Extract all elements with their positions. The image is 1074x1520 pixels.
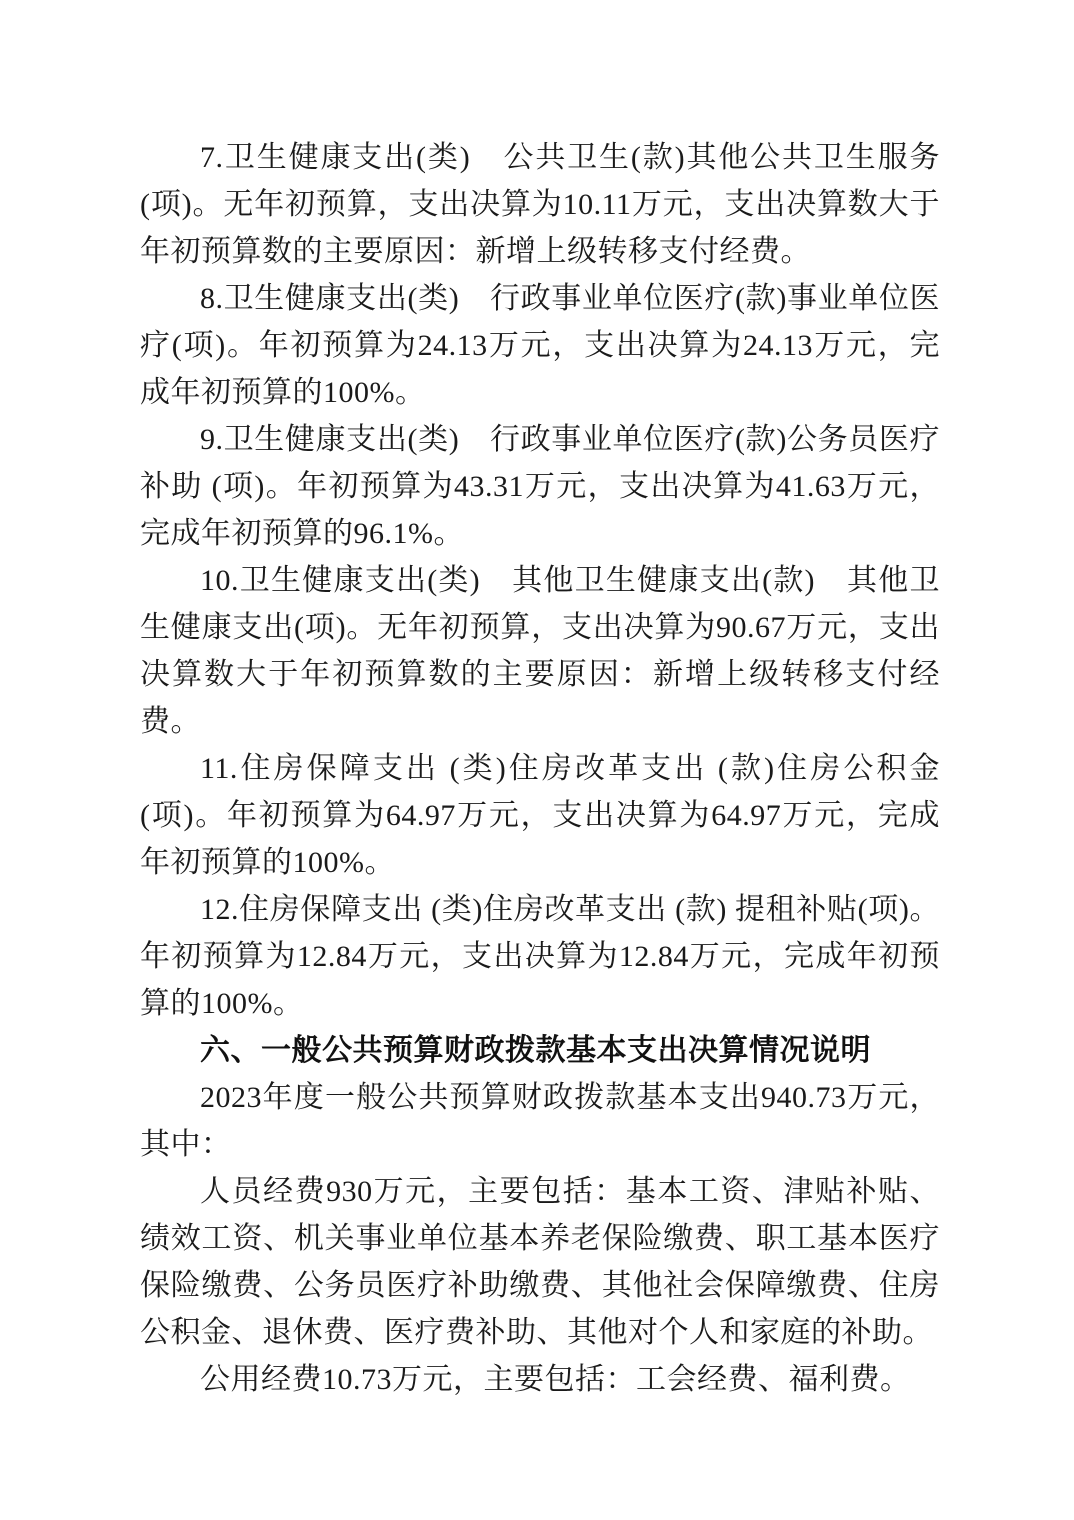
document-text-block <box>140 134 940 1403</box>
section-six-heading: 六、一般公共预算财政拨款基本支出决算情况说明 <box>200 1034 871 1067</box>
personnel-funds-paragraph: 人员经费930万元，主要包括：基本工资、津贴补贴、绩效工资、机关事业单位基本养老保险缴费、职工基本医疗保险缴费、公务员医疗补助缴费、其他社会保障缴费、住房公积金、退休费、医疗费补助、其他对个人和家庭的补助。 <box>140 1175 940 1349</box>
expense-item-7-paragraph: 7.卫生健康支出(类) 公共卫生(款)其他公共卫生服务(项)。无年初预算，支出决算为10.11万元，支出决算数大于年初预算数的主要原因：新增上级转移支付经费。 <box>140 141 940 268</box>
public-funds-paragraph: 公用经费10.73万元，主要包括：工会经费、福利费。 <box>200 1363 911 1396</box>
expense-item-9-paragraph: 9.卫生健康支出(类) 行政事业单位医疗(款)公务员医疗补助 (项)。年初预算为43.31万元，支出决算为41.63万元，完成年初预算的96.1%。 <box>140 423 940 550</box>
basic-expenditure-total-paragraph: 2023年度一般公共预算财政拨款基本支出940.73万元，其中： <box>140 1081 940 1161</box>
expense-item-10-paragraph: 10.卫生健康支出(类) 其他卫生健康支出(款) 其他卫生健康支出(项)。无年初预算，支出决算为90.67万元，支出决算数大于年初预算数的主要原因：新增上级转移支付经费。 <box>140 564 940 738</box>
expense-item-11-paragraph: 11.住房保障支出 (类)住房改革支出 (款)住房公积金 (项)。年初预算为64.97万元，支出决算为64.97万元，完成年初预算的100%。 <box>140 752 940 879</box>
expense-item-8-paragraph: 8.卫生健康支出(类) 行政事业单位医疗(款)事业单位医疗(项)。年初预算为24.13万元，支出决算为24.13万元，完成年初预算的100%。 <box>140 282 940 409</box>
expense-item-12-paragraph: 12.住房保障支出 (类)住房改革支出 (款) 提租补贴(项)。年初预算为12.84万元，支出决算为12.84万元，完成年初预算的100%。 <box>140 893 940 1020</box>
